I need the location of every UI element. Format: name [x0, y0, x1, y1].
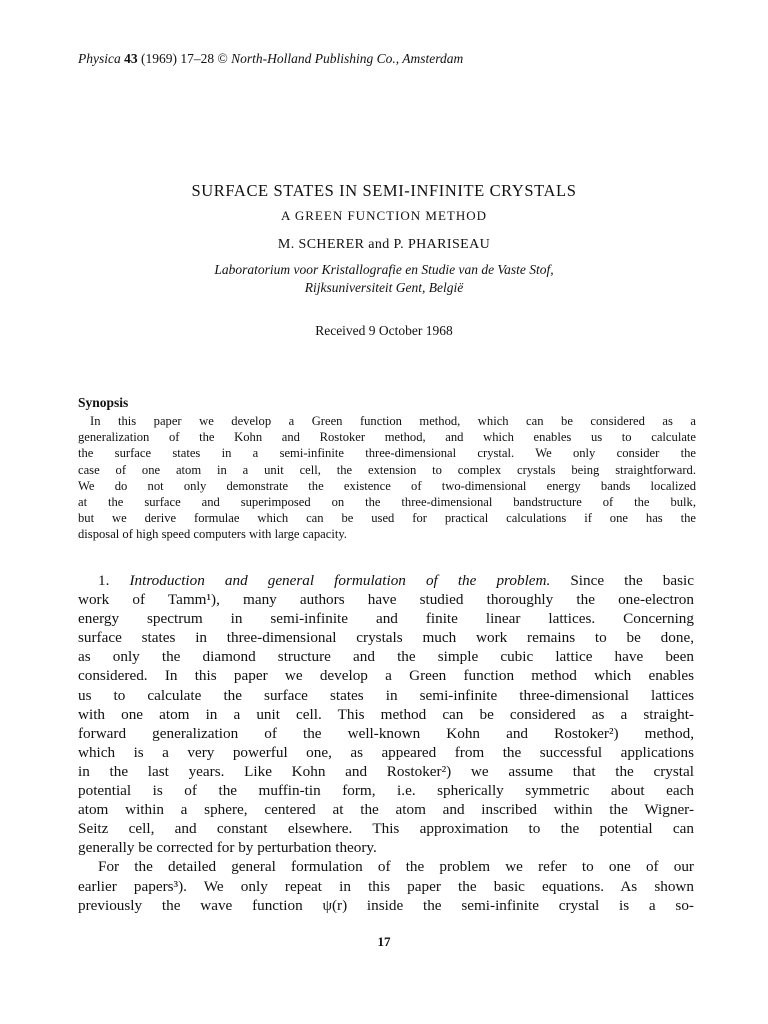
body-line: previously the wave function ψ(r) inside the semi-infinite crystal is a so- — [78, 896, 694, 914]
paper-authors: M. SCHERER and P. PHARISEAU — [277, 237, 491, 252]
body-line: Seitz cell, and constant elsewhere. This approximation to the potential can — [78, 820, 694, 838]
body-line: work of Tamm¹), many authors have studied thoroughly the one-electron — [78, 591, 694, 609]
body-line: us to calculate the surface states in semi-infinite three-dimensional lattices — [78, 686, 694, 704]
paper-subtitle: A GREEN FUNCTION METHOD — [280, 208, 488, 223]
body-line: generally be corrected for by perturbation theory. — [78, 839, 377, 857]
body-text — [78, 571, 694, 915]
body-line: earlier papers³). We only repeat in this paper the basic equations. As shown — [78, 877, 694, 895]
body-line: energy spectrum in semi-infinite and finite linear lattices. Concerning — [78, 610, 694, 628]
publisher: North-Holland Publishing Co., Amsterdam — [231, 51, 464, 66]
body-line: with one atom in a unit cell. This method can be considered as a straight- — [78, 705, 694, 723]
journal-year-pages: (1969) 17–28 © — [141, 51, 228, 66]
body-line: considered. In this paper we develop a Green function method which enables — [78, 667, 694, 685]
received-date: Received 9 October 1968 — [315, 323, 453, 338]
synopsis-line: but we derive formulae which can be used for practical calculations if one has the — [78, 511, 696, 526]
journal-volume: 43 — [124, 51, 138, 66]
affiliation-line-2: Rijksuniversiteit Gent, België — [304, 280, 464, 295]
synopsis-line: generalization of the Kohn and Rostoker method, and which enables us to calculate — [78, 430, 696, 445]
affiliation-line-1: Laboratorium voor Kristallografie en Studie van de Vaste Stof, — [214, 262, 554, 277]
synopsis-text — [78, 413, 696, 543]
synopsis-line: the surface states in a semi-infinite three-dimensional crystal. We only consider the — [78, 446, 696, 461]
section-title: Introduction and general formulation of the problem. — [129, 572, 551, 589]
body-line: For the detailed general formulation of the problem we refer to one of our — [98, 858, 694, 876]
journal-name: Physica — [78, 51, 121, 66]
synopsis-line: disposal of high speed computers with large capacity. — [78, 527, 347, 542]
page-number: 17 — [377, 934, 391, 949]
body-line: surface states in three-dimensional crystals much work remains to be done, — [78, 629, 694, 647]
synopsis-line: at the surface and superimposed on the three-dimensional bandstructure of the bulk, — [78, 495, 696, 510]
body-line: which is a very powerful one, as appeared from the successful applications — [78, 743, 694, 761]
paper-title: SURFACE STATES IN SEMI-INFINITE CRYSTALS — [191, 181, 577, 200]
synopsis-heading: Synopsis — [78, 395, 129, 410]
section-heading-line — [78, 571, 694, 590]
section-first-line-rest: Since the basic — [570, 572, 694, 589]
synopsis-line: We do not only demonstrate the existence of two-dimensional energy bands localized — [78, 478, 696, 493]
synopsis-line: In this paper we develop a Green function method, which can be considered as a — [90, 414, 696, 428]
running-head — [78, 51, 463, 67]
body-line: potential is of the muffin-tin form, i.e. spherically symmetric about each — [78, 782, 694, 800]
section-number: 1. — [98, 572, 110, 589]
body-line: in the last years. Like Kohn and Rostoker²) we assume that the crystal — [78, 762, 694, 780]
synopsis-line: case of one atom in a unit cell, the extension to complex crystals being straightforward. — [78, 462, 696, 477]
body-line: forward generalization of the well-known Kohn and Rostoker²) method, — [78, 724, 694, 742]
body-line: as only the diamond structure and the simple cubic lattice have been — [78, 648, 694, 666]
body-line: atom within a sphere, centered at the atom and inscribed within the Wigner- — [78, 801, 694, 819]
